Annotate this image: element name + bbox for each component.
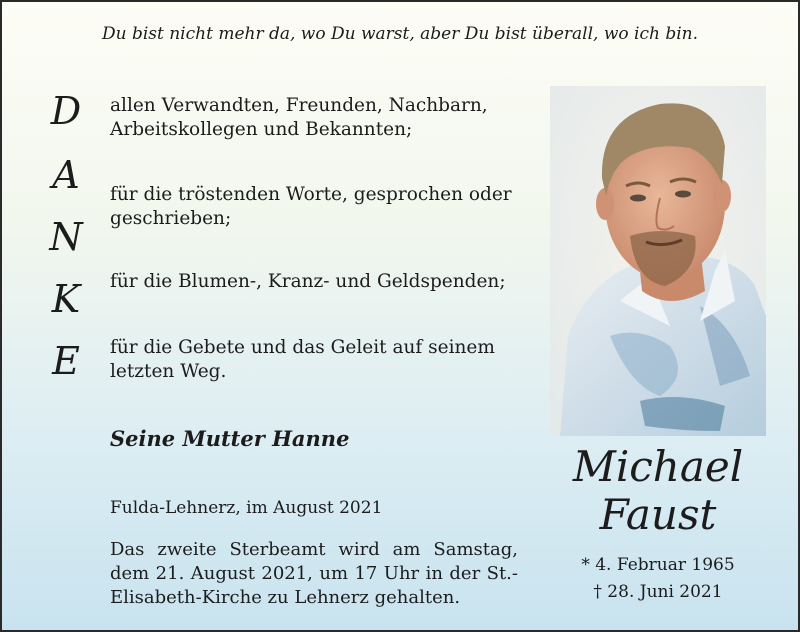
- thanks-line: geschrieben;: [110, 208, 232, 229]
- deceased-last-name: Faust: [599, 490, 717, 539]
- deceased-first-name: Michael: [572, 442, 744, 491]
- danke-letter-k: K: [51, 277, 81, 321]
- thanks-line: allen Verwandten, Freunden, Nachbarn,: [110, 95, 488, 116]
- place-date: Fulda-Lehnerz, im August 2021: [110, 498, 383, 518]
- birth-date: * 4. Februar 1965: [581, 555, 735, 575]
- portrait-photo: [550, 86, 766, 436]
- mass-announcement: Das zweite Sterbeamt wird am Samstag, dem 21. August 2021, um 17 Uhr in der St.-Elisabeth-Kirche zu Lehnerz gehalten.: [110, 539, 518, 608]
- thanks-line: letzten Weg.: [110, 361, 227, 382]
- thanks-item-prayers: [110, 336, 530, 384]
- thanks-line: Arbeitskollegen und Bekannten;: [110, 119, 413, 140]
- danke-letter-n: N: [49, 215, 83, 259]
- thanks-item-words: [110, 183, 530, 231]
- danke-letter-e: E: [52, 339, 80, 383]
- danke-letter-a: A: [52, 153, 80, 197]
- death-date: † 28. Juni 2021: [593, 582, 723, 602]
- thanks-item-flowers: [110, 270, 530, 294]
- thanks-line: für die tröstenden Worte, gesprochen oder: [110, 184, 512, 205]
- portrait-image: [550, 86, 766, 436]
- danke-letter-d: D: [50, 89, 82, 133]
- thanks-item-relatives: [110, 94, 530, 142]
- thanks-line: für die Gebete und das Geleit auf seinem: [110, 337, 495, 358]
- signature: Seine Mutter Hanne: [110, 426, 350, 451]
- motto: Du bist nicht mehr da, wo Du warst, aber Du bist überall, wo ich bin.: [101, 24, 699, 44]
- thanks-line: für die Blumen-, Kranz- und Geldspenden;: [110, 271, 506, 292]
